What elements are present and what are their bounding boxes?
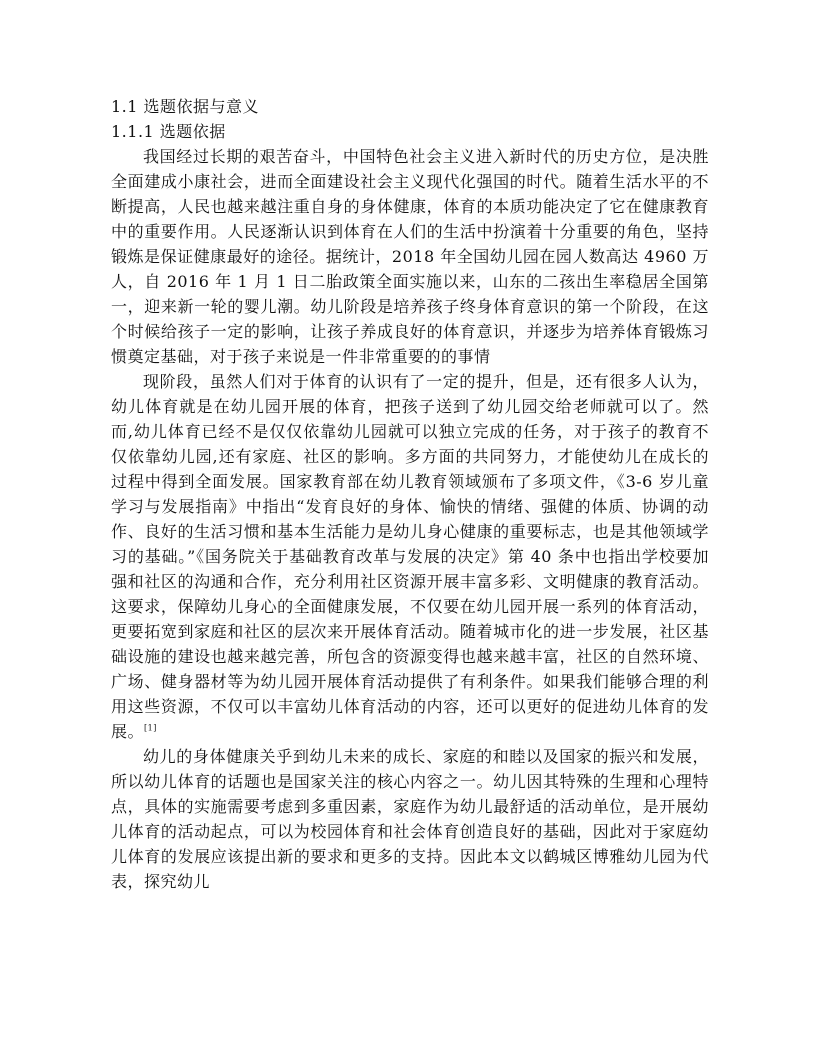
- paragraph-3: [111, 744, 709, 894]
- citation-marker: [1]: [144, 723, 157, 733]
- section-heading-1-1: 1.1 选题依据与意义: [111, 97, 260, 116]
- section-heading-1-1-1: 1.1.1 选题依据: [111, 122, 226, 141]
- paragraph-2-text: 现阶段，虽然人们对于体育的认识有了一定的提升，但是，还有很多人认为，幼儿体育就是在幼儿园开展的体育，把孩子送到了幼儿园交给老师就可以了。然而,幼儿体育已经不是仅仅依靠幼儿园就可以独立完成的任务，对于孩子的教育不仅依靠幼儿园,还有家庭、社区的影响。多方面的共同努力，才能使幼儿在成长的过程中得到全面发展。国家教育部在幼儿教育领域颁布了多项文件，《3-6 岁儿童学习与发展指南》中指出“发育良好的身体、愉快的情绪、强健的体质、协调的动作、良好的生活习惯和基本生活能力是幼儿身心健康的重要标志，也是其他领域学习的基础。”《国务院关于基础教育改革与发展的决定》第 40 条中也指出学校要加强和社区的沟通和合作，充分利用社区资源开展丰富多彩、文明健康的教育活动。这要求，保障幼儿身心的全面健康发展，不仅要在幼儿园开展一系列的体育活动，更要拓宽到家庭和社区的层次来开展体育活动。随着城市化的进一步发展，社区基础设施的建设也越来越完善，所包含的资源变得也越来越丰富，社区的自然环境、广场、健身器材等为幼儿园开展体育活动提供了有利条件。如果我们能够合理的利用这些资源，不仅可以丰富幼儿体育活动的内容，还可以更好的促进幼儿体育的发展。: [111, 372, 709, 741]
- paragraph-1: [111, 144, 709, 369]
- paragraph-3-text: 幼儿的身体健康关乎到幼儿未来的成长、家庭的和睦以及国家的振兴和发展，所以幼儿体育的话题也是国家关注的核心内容之一。幼儿因其特殊的生理和心理特点，具体的实施需要考虑到多重因素，家庭作为幼儿最舒适的活动单位，是开展幼儿体育的活动起点，可以为校园体育和社会体育创造良好的基础，因此对于家庭幼儿体育的发展应该提出新的要求和更多的支持。因此本文以鹤城区博雅幼儿园为代表，探究幼儿: [111, 747, 709, 891]
- paragraph-1-text: 我国经过长期的艰苦奋斗，中国特色社会主义进入新时代的历史方位，是决胜全面建成小康社会，进而全面建设社会主义现代化强国的时代。随着生活水平的不断提高，人民也越来越注重自身的身体健康，体育的本质功能决定了它在健康教育中的重要作用。人民逐渐认识到体育在人们的生活中扮演着十分重要的角色，坚持锻炼是保证健康最好的途径。据统计，2018 年全国幼儿园在园人数高达 4960 万人，自 2016 年 1 月 1 日二胎政策全面实施以来，山东的二孩出生率稳居全国第一，迎来新一轮的婴儿潮。幼儿阶段是培养孩子终身体育意识的第一个阶段，在这个时候给孩子一定的影响，让孩子养成良好的体育意识，并逐步为培养体育锻炼习惯奠定基础，对于孩子来说是一件非常重要的的事情: [111, 147, 709, 366]
- document-page: [111, 94, 709, 894]
- paragraph-2: [111, 369, 709, 744]
